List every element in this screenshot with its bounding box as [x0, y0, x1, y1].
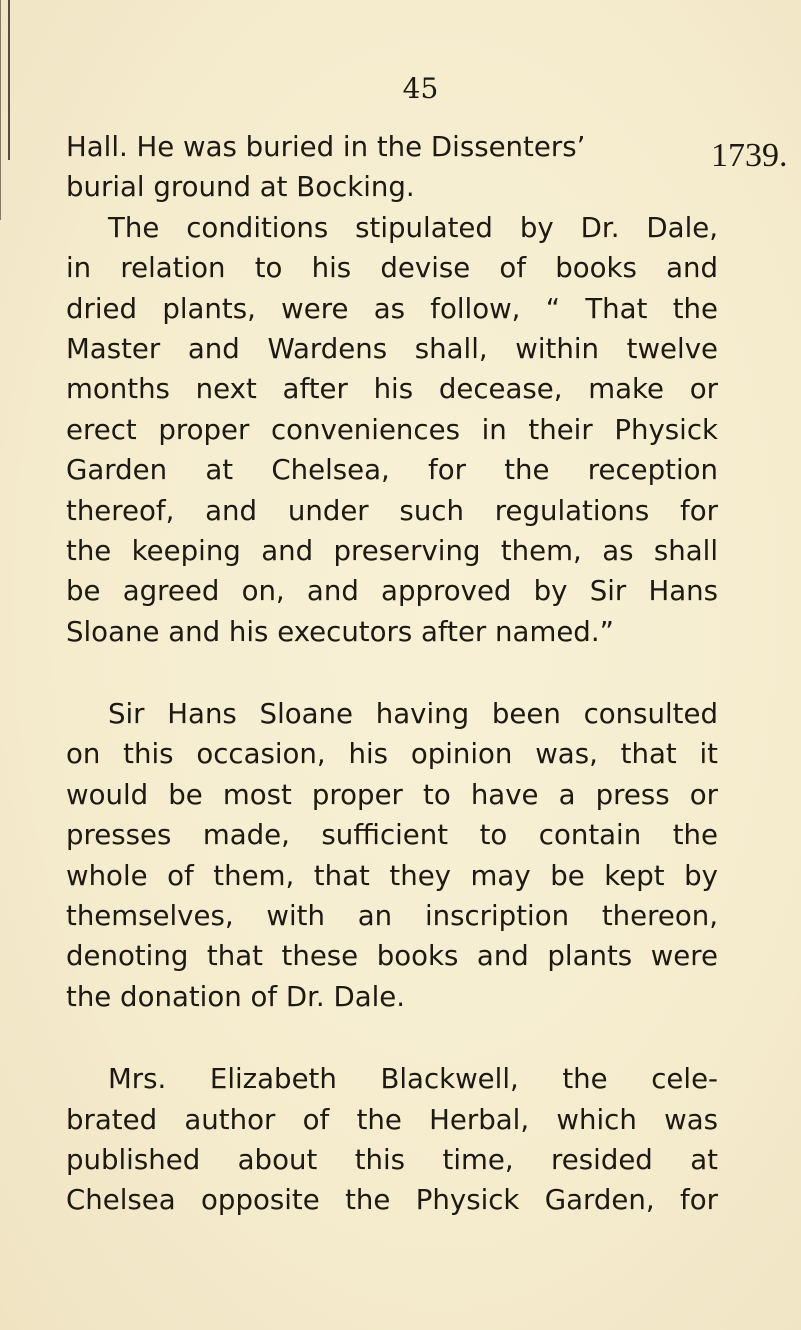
text-line: be agreed on, and approved by Sir Hans [66, 574, 718, 608]
text-line: Garden at Chelsea, for the reception [66, 453, 718, 487]
text-line: denoting that these books and plants were [66, 939, 718, 973]
text-line: Mrs. Elizabeth Blackwell, the cele- [108, 1062, 718, 1096]
body-text [66, 127, 718, 1221]
paragraph-gap [66, 652, 718, 694]
paragraph-gap [66, 1017, 718, 1059]
text-line: would be most proper to have a press or [66, 777, 718, 811]
text-line: in relation to his devise of books and [66, 251, 718, 285]
text-line: months next after his decease, make or [66, 372, 718, 406]
text-line: presses made, sufficient to contain the [66, 818, 718, 852]
text-line: brated author of the Herbal, which was [66, 1102, 718, 1136]
text-line: burial ground at Bocking. [66, 170, 415, 204]
text-line: Sloane and his executors after named.” [66, 614, 614, 648]
text-line: thereof, and under such regulations for [66, 493, 718, 527]
text-line: on this occasion, his opinion was, that it [66, 737, 718, 771]
text-line: The conditions stipulated by Dr. Dale, [108, 210, 718, 244]
binding-edge-line-outer [0, 0, 1, 220]
text-line: the keeping and preserving them, as shall [66, 533, 718, 567]
text-line: whole of them, that they may be kept by [66, 858, 718, 892]
text-line: Sir Hans Sloane having been consulted [108, 697, 718, 731]
text-line: Master and Wardens shall, within twelve [66, 331, 718, 365]
margin-year-note: 1739. [711, 137, 788, 174]
text-line: published about this time, resided at [66, 1142, 718, 1176]
text-line: erect proper conveniences in their Physick [66, 412, 718, 446]
page-number: 45 [402, 72, 439, 105]
text-line: the donation of Dr. Dale. [66, 979, 406, 1013]
text-line: Chelsea opposite the Physick Garden, for [66, 1183, 718, 1217]
text-line: dried plants, were as follow, “ That the [66, 291, 718, 325]
text-line: themselves, with an inscription thereon, [66, 899, 718, 933]
text-line: Hall. He was buried in the Dissenters’ [66, 130, 586, 163]
